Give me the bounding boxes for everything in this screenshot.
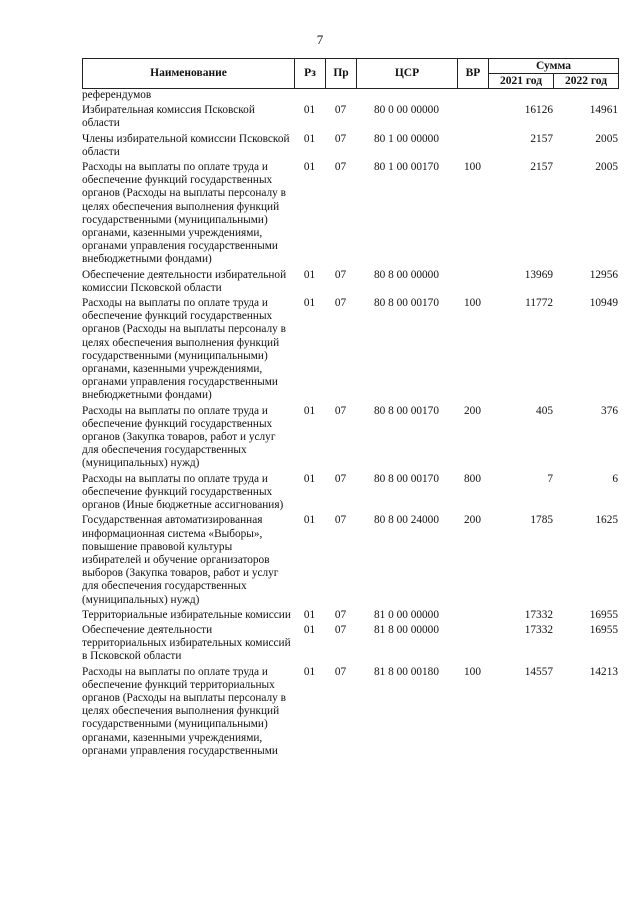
row-sum-2021: 14557 [524, 665, 553, 678]
header-csr: ЦСР [357, 59, 458, 89]
table-row [82, 297, 618, 405]
row-pr: 07 [334, 104, 347, 117]
row-sum-2021: 11772 [525, 297, 553, 310]
row-vr [457, 609, 488, 624]
row-vr: 200 [464, 514, 481, 527]
header-rz: Рз [295, 59, 326, 89]
row-vr: 100 [464, 297, 481, 310]
row-sum-2021: 17332 [524, 623, 553, 636]
row-sum-2021: 2157 [530, 132, 553, 145]
table-body [82, 89, 618, 760]
row-csr: 80 1 00 00170 [374, 161, 439, 174]
row-sum-2021: 16126 [524, 104, 553, 117]
row-rz: 01 [303, 472, 316, 485]
row-sum-2021: 1785 [530, 514, 553, 527]
row-rz: 01 [303, 608, 316, 621]
row-name: Члены избирательной комиссии Псковской области [82, 132, 290, 158]
table-row [82, 609, 618, 624]
row-sum-2022: 2005 [595, 161, 618, 174]
row-pr: 07 [334, 404, 347, 417]
row-csr: 80 8 00 00170 [374, 472, 439, 485]
row-pr: 07 [334, 665, 347, 678]
row-name: Территориальные избирательные комиссии [82, 608, 291, 621]
table-row [82, 624, 618, 666]
row-rz: 01 [303, 268, 316, 281]
header-pr: Пр [326, 59, 357, 89]
row-rz: 01 [303, 665, 316, 678]
row-name: Государственная автоматизированная информационная система «Выборы», повышение правовой культуры избирателей и обучение организаторов выборов (Закупка товаров, работ и услуг для обеспечения государственных (муниципальных) нужд) [82, 514, 279, 606]
row-sum-2022: 16955 [589, 623, 618, 636]
row-pr: 07 [334, 623, 347, 636]
row-pr: 07 [334, 268, 347, 281]
row-name: Обеспечение деятельности избирательной комиссии Псковской области [82, 268, 287, 294]
table-row [82, 666, 618, 760]
row-vr: 800 [464, 472, 481, 485]
row-sum-2022: 6 [612, 472, 618, 485]
row-name: Расходы на выплаты по оплате труда и обеспечение функций государственных органов (Расходы на выплаты персоналу в целях обеспечения выполнения функций государственными (муниципальными) органами, казенными учреждениями, органами управления государственными внебюджетными фондами) [82, 161, 286, 266]
row-sum-2022: 12956 [589, 268, 618, 281]
row-pr: 07 [334, 132, 347, 145]
table-row [82, 104, 618, 132]
row-sum-2022: 376 [601, 404, 618, 417]
row-csr: 80 1 00 00000 [374, 132, 439, 145]
row-sum-2021: 2157 [530, 161, 553, 174]
page-number: 7 [316, 32, 324, 47]
row-rz: 01 [303, 132, 316, 145]
row-sum-2022: 2005 [595, 132, 618, 145]
row-sum-2021: 17332 [524, 608, 553, 621]
row-vr [457, 133, 488, 161]
row-name: Избирательная комиссия Псковской области [82, 104, 255, 130]
row-vr [457, 624, 488, 666]
row-vr: 100 [464, 665, 481, 678]
row-csr: 80 8 00 00170 [374, 404, 439, 417]
table-row [82, 473, 618, 515]
row-csr: 81 0 00 00000 [374, 608, 439, 621]
row-name: Расходы на выплаты по оплате труда и обеспечение функций государственных органов (Иные бюджетные ассигнования) [82, 472, 284, 512]
row-rz: 01 [303, 297, 316, 310]
row-csr: 81 8 00 00000 [374, 623, 439, 636]
header-year-2022: 2022 год [554, 74, 619, 89]
row-rz: 01 [303, 161, 316, 174]
row-csr: 80 8 00 00000 [374, 268, 439, 281]
row-sum-2021: 405 [536, 404, 553, 417]
row-sum-2022: 16955 [589, 608, 618, 621]
row-name: Расходы на выплаты по оплате труда и обеспечение функций территориальных органов (Расходы на выплаты персоналу в целях обеспечения выполнения функций государственными (муниципальными) органами, казенными учреждениями, органами управления государственными [82, 665, 286, 757]
row-pr: 07 [334, 608, 347, 621]
row-vr: 100 [464, 161, 481, 174]
row-pr: 07 [334, 297, 347, 310]
header-summa: Сумма [489, 59, 619, 74]
row-pr: 07 [334, 514, 347, 527]
table-row [82, 514, 618, 608]
row-sum-2022: 14213 [589, 665, 618, 678]
header-vr: ВР [458, 59, 489, 89]
row-sum-2022: 10949 [589, 297, 618, 310]
table-row [82, 405, 618, 473]
row-pr: 07 [334, 472, 347, 485]
table-row [82, 133, 618, 161]
row-csr: 81 8 00 00180 [374, 665, 439, 678]
header-name: Наименование [83, 59, 295, 89]
table-header [82, 58, 619, 89]
table-row [82, 269, 618, 297]
row-name: Расходы на выплаты по оплате труда и обеспечение функций государственных органов (Закупка товаров, работ и услуг для обеспечения государственных (муниципальных) нужд) [82, 404, 276, 470]
row-csr: 80 8 00 00170 [374, 297, 439, 310]
continuation-text: референдумов [82, 89, 152, 101]
row-rz: 01 [303, 404, 316, 417]
row-csr: 80 8 00 24000 [374, 514, 439, 527]
row-rz: 01 [303, 514, 316, 527]
row-vr [457, 104, 488, 132]
row-csr: 80 0 00 00000 [374, 104, 439, 117]
row-rz: 01 [303, 623, 316, 636]
row-name: Расходы на выплаты по оплате труда и обеспечение функций государственных органов (Расходы на выплаты персоналу в целях обеспечения выполнения функций государственными (муниципальными) органами, казенными учреждениями, органами управления государственными внебюджетными фондами) [82, 297, 286, 402]
row-vr: 200 [464, 404, 481, 417]
budget-table [82, 58, 618, 760]
row-sum-2022: 1625 [595, 514, 618, 527]
row-sum-2021: 7 [547, 472, 553, 485]
row-name: Обеспечение деятельности территориальных избирательных комиссий в Псковской области [82, 623, 291, 663]
row-sum-2022: 14961 [589, 104, 618, 117]
header-year-2021: 2021 год [489, 74, 554, 89]
row-pr: 07 [334, 161, 347, 174]
row-rz: 01 [303, 104, 316, 117]
row-sum-2021: 13969 [524, 268, 553, 281]
table-row [82, 161, 618, 269]
row-vr [457, 269, 488, 297]
